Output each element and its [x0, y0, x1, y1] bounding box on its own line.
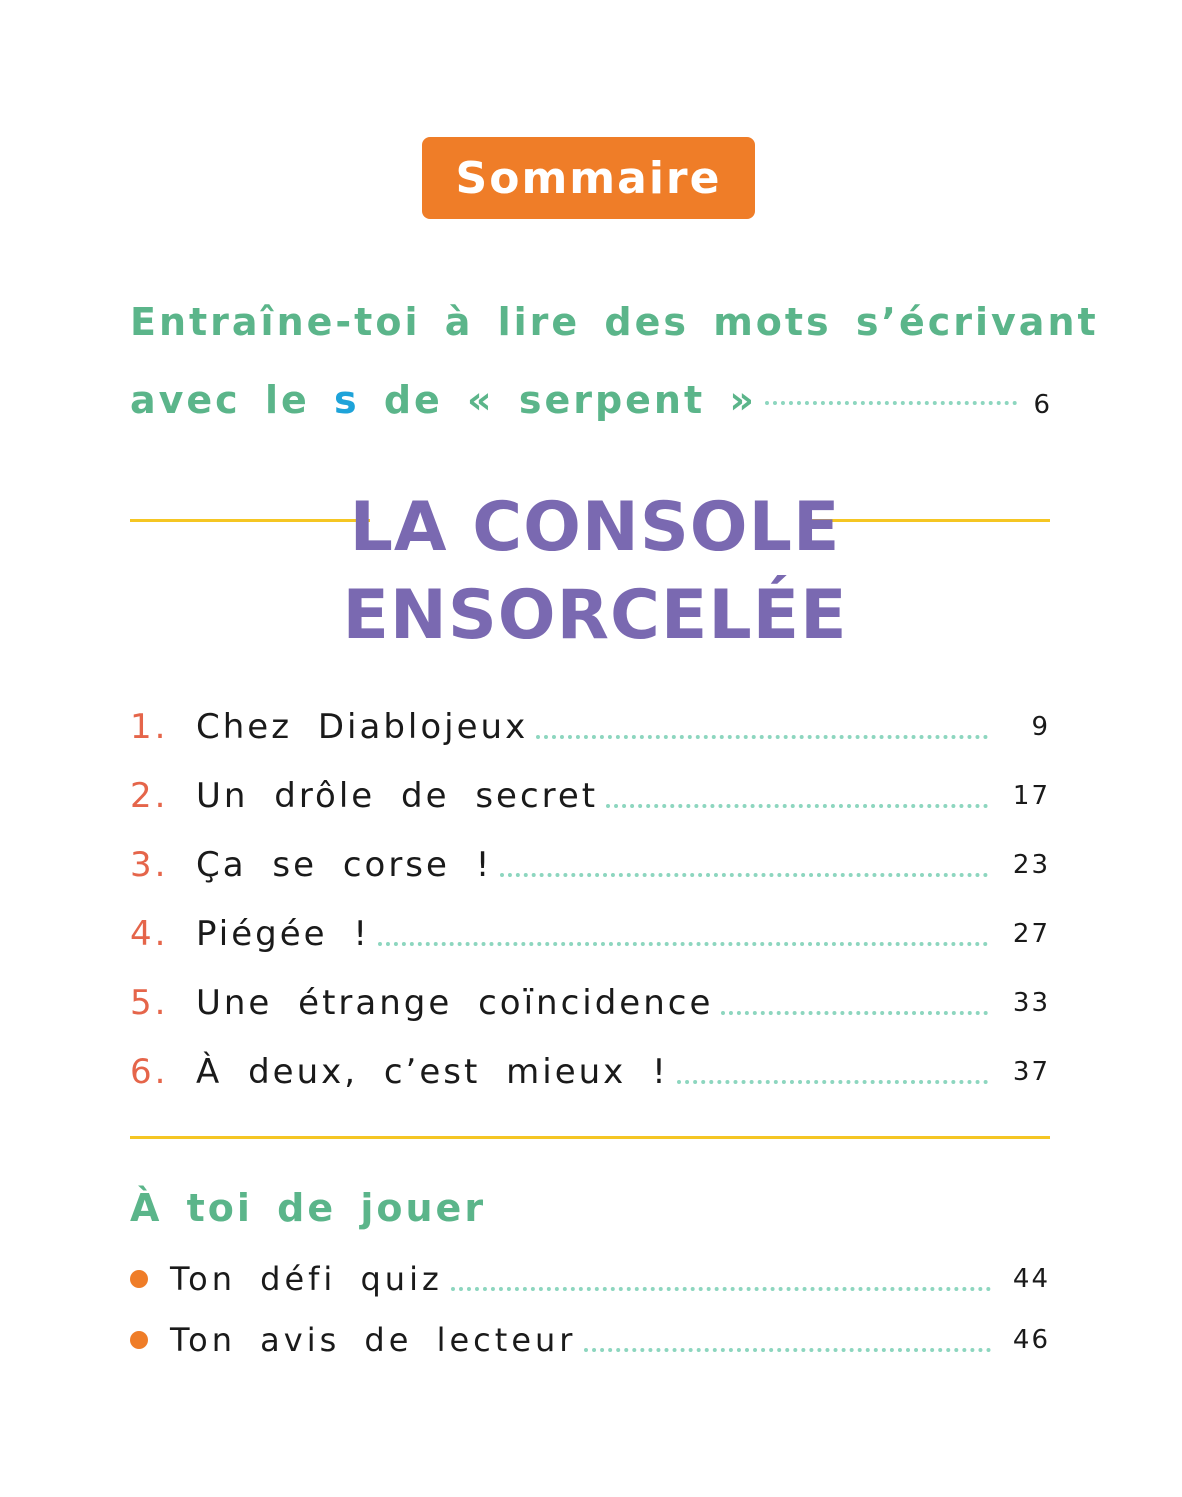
chapter-number: 5. — [130, 982, 169, 1023]
chapter-title: À deux, c’est mieux ! — [196, 1051, 669, 1092]
chapter-page: 37 — [1012, 1056, 1050, 1087]
intro-line-1: Entraîne-toi à lire des mots s’écrivant — [130, 300, 1099, 344]
chapter-number: 4. — [130, 913, 169, 954]
chapter-page: 33 — [1012, 987, 1050, 1018]
dot-leader — [606, 804, 988, 808]
dot-leader — [378, 942, 988, 946]
story-title-line-2: ENSORCELÉE — [342, 576, 848, 655]
chapter-entry[interactable] — [130, 692, 1050, 761]
chapter-title: Piégée ! — [196, 913, 370, 954]
chapter-title: Chez Diablojeux — [196, 706, 529, 747]
dot-leader — [721, 1011, 988, 1015]
intro-line-2-end: de « serpent » — [383, 378, 757, 422]
chapter-entry[interactable] — [130, 761, 1050, 830]
chapter-entry[interactable] — [130, 830, 1050, 899]
chapter-entry[interactable] — [130, 899, 1050, 968]
chapter-number: 1. — [130, 706, 169, 747]
highlighted-s-letter: s — [333, 378, 360, 422]
chapter-page: 23 — [1012, 849, 1050, 880]
games-entry[interactable] — [130, 1309, 1050, 1370]
chapter-number: 2. — [130, 775, 169, 816]
sommaire-badge: Sommaire — [422, 137, 755, 219]
dot-leader — [677, 1080, 988, 1084]
dot-leader — [584, 1348, 990, 1352]
games-list — [130, 1248, 1050, 1370]
chapter-entry[interactable] — [130, 1037, 1050, 1106]
chapter-title: Un drôle de secret — [196, 775, 599, 816]
games-entry[interactable] — [130, 1248, 1050, 1309]
intro-page-number: 6 — [1033, 390, 1050, 420]
chapter-title: Une étrange coïncidence — [196, 982, 714, 1023]
intro-line-2-start: avec le — [130, 378, 310, 422]
intro-entry[interactable] — [130, 378, 1050, 422]
games-section-title: À toi de jouer — [130, 1186, 487, 1230]
chapter-page: 27 — [1012, 918, 1050, 949]
bullet-icon — [130, 1270, 148, 1288]
story-title-line-1: LA CONSOLE — [349, 488, 841, 567]
chapter-list — [130, 692, 1050, 1106]
games-entry-page: 46 — [1012, 1324, 1050, 1355]
chapter-number: 3. — [130, 844, 169, 885]
dot-leader — [536, 735, 988, 739]
section-divider — [130, 1136, 1050, 1139]
dot-leader — [451, 1287, 991, 1291]
dot-leader — [500, 873, 988, 877]
chapter-page: 9 — [1031, 711, 1050, 742]
games-entry-label: Ton avis de lecteur — [170, 1320, 577, 1359]
games-entry-label: Ton défi quiz — [170, 1259, 443, 1298]
chapter-title: Ça se corse ! — [196, 844, 493, 885]
chapter-entry[interactable] — [130, 968, 1050, 1037]
dot-leader — [765, 401, 1018, 405]
chapter-page: 17 — [1012, 780, 1050, 811]
story-title — [330, 484, 860, 660]
chapter-number: 6. — [130, 1051, 169, 1092]
bullet-icon — [130, 1331, 148, 1349]
games-entry-page: 44 — [1012, 1263, 1050, 1294]
